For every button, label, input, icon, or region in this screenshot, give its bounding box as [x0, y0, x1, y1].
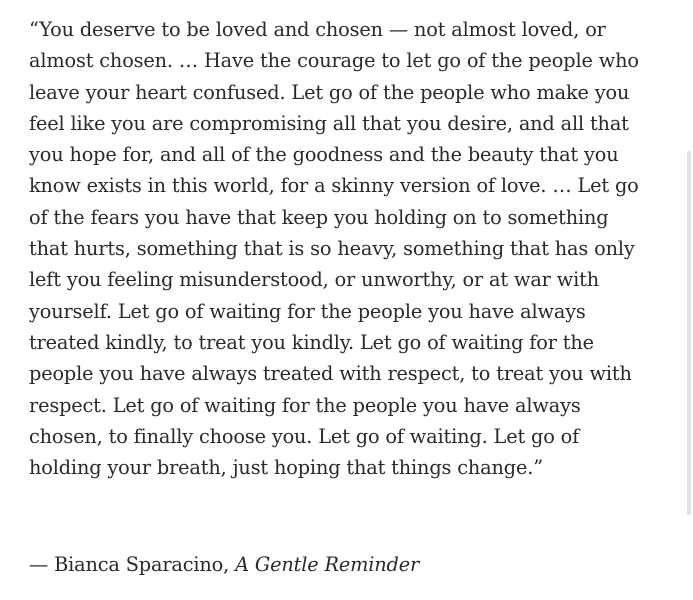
- quote-line: you hope for, and all of the goodness and the beauty that you: [29, 143, 619, 167]
- scrollbar-thumb[interactable]: [687, 151, 691, 515]
- quote-line: left you feeling misunderstood, or unworthy, or at war with: [29, 268, 599, 292]
- quote-line: chosen, to finally choose you. Let go of waiting. Let go of: [29, 424, 580, 448]
- quote-line: people you have always treated with respect, to treat you with: [29, 362, 632, 386]
- quote-line: holding your breath, just hoping that things change.”: [29, 456, 543, 480]
- quote-line: almost chosen. … Have the courage to let go of the people who: [29, 49, 639, 73]
- quote-line: yourself. Let go of waiting for the people you have always: [29, 299, 586, 323]
- quote-line: know exists in this world, for a skinny version of love. … Let go: [29, 174, 639, 198]
- quote-text: [29, 14, 669, 483]
- quote-line: of the fears you have that keep you holding on to something: [29, 205, 609, 229]
- quote-line: treated kindly, to treat you kindly. Let go of waiting for the: [29, 330, 594, 354]
- quote-line: feel like you are compromising all that you desire, and all that: [29, 111, 629, 135]
- quote-attribution: [29, 549, 419, 580]
- author-name: — Bianca Sparacino,: [29, 553, 236, 576]
- scrollbar[interactable]: [685, 0, 693, 600]
- quote-line: “You deserve to be loved and chosen — not almost loved, or: [29, 18, 606, 41]
- quote-line: respect. Let go of waiting for the people you have always: [29, 393, 581, 417]
- book-title: A Gentle Reminder: [235, 553, 420, 576]
- quote-line: leave your heart confused. Let go of the people who make you: [29, 80, 630, 104]
- quote-line: that hurts, something that is so heavy, something that has only: [29, 237, 635, 261]
